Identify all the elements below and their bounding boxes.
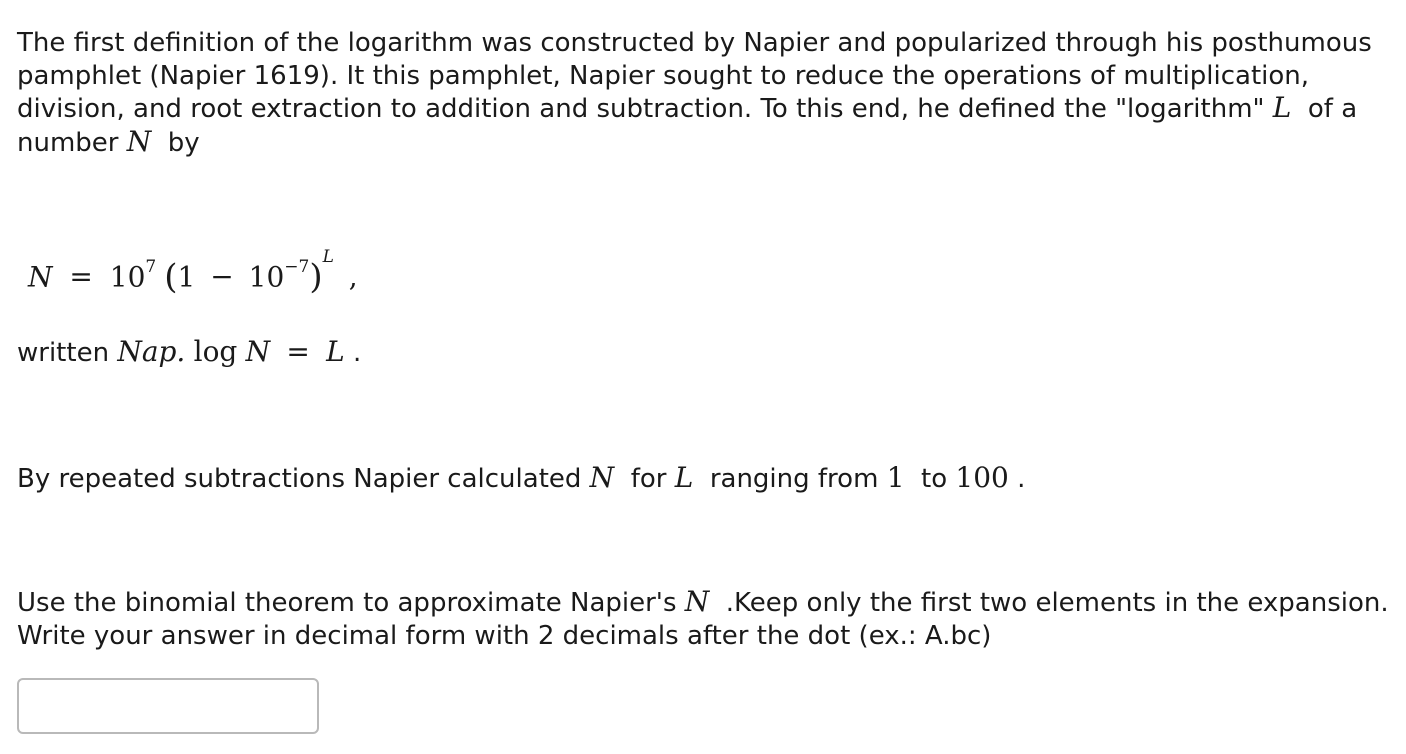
formula-base: 10 xyxy=(109,260,146,294)
repeated-from-value: 1 xyxy=(886,461,905,494)
formula-base-exponent: 7 xyxy=(145,257,157,277)
formula-paren-open: ( xyxy=(164,257,178,298)
formula-comma: , xyxy=(348,260,358,294)
napier-formula xyxy=(28,247,358,298)
intro-line-2: pamphlet (Napier 1619). It this pamphlet, Napier sought to reduce the operations of multiplication, xyxy=(17,60,1310,91)
repeated-var-L: L xyxy=(674,461,694,494)
repeated-ranging: ranging from xyxy=(709,464,879,494)
formula-outer-exponent: L xyxy=(322,247,334,267)
intro-paragraph xyxy=(17,27,1372,159)
repeated-subtractions-line xyxy=(17,462,1025,496)
instructions-line-1 xyxy=(17,586,1389,620)
formula-one: 1 xyxy=(177,260,196,294)
math-var-N: N xyxy=(126,124,152,158)
repeated-period: . xyxy=(1017,464,1026,494)
written-var-N: N xyxy=(245,335,271,368)
intro-line-3-text: division, and root extraction to addition and subtraction. To this end, he defined the "logarithm" xyxy=(17,94,1265,124)
instructions-var-N: N xyxy=(684,585,710,618)
written-prefix: written xyxy=(17,338,110,368)
formula-inner-exponent: −7 xyxy=(284,257,310,277)
written-line xyxy=(17,336,361,370)
intro-line-4-text: number xyxy=(17,127,119,158)
repeated-for: for xyxy=(630,464,667,494)
intro-line-1: The first definition of the logarithm was constructed by Napier and popularized through his posthumous xyxy=(17,28,1372,58)
repeated-var-N: N xyxy=(589,461,615,494)
instructions-paragraph xyxy=(17,586,1389,652)
intro-line-4-end: by xyxy=(167,127,200,158)
written-period: . xyxy=(352,338,362,368)
intro-line-3 xyxy=(17,92,1372,126)
written-equals: = xyxy=(286,335,310,368)
instructions-line-2: Write your answer in decimal form with 2 decimals after the dot (ex.: A.bc) xyxy=(17,620,992,651)
written-var-L: L xyxy=(326,335,345,368)
written-log: log xyxy=(193,335,238,368)
formula-equals: = xyxy=(69,260,93,294)
formula-lhs: N xyxy=(28,260,53,294)
repeated-to: to xyxy=(921,464,948,494)
written-nap: Nap. xyxy=(117,335,186,368)
formula-paren-close: ) xyxy=(309,257,323,298)
instructions-line-1-end: .Keep only the first two elements in the expansion. xyxy=(725,588,1389,618)
formula-inner-base: 10 xyxy=(248,260,285,294)
formula-minus: − xyxy=(210,260,234,294)
math-var-L: L xyxy=(1272,91,1292,124)
repeated-text: By repeated subtractions Napier calculated xyxy=(17,464,582,494)
intro-line-3-end: of a xyxy=(1307,94,1358,124)
instructions-line-1-text: Use the binomial theorem to approximate Napier's xyxy=(17,588,677,618)
intro-line-4 xyxy=(17,126,1372,160)
repeated-to-value: 100 xyxy=(955,461,1009,494)
answer-input[interactable] xyxy=(17,678,319,734)
